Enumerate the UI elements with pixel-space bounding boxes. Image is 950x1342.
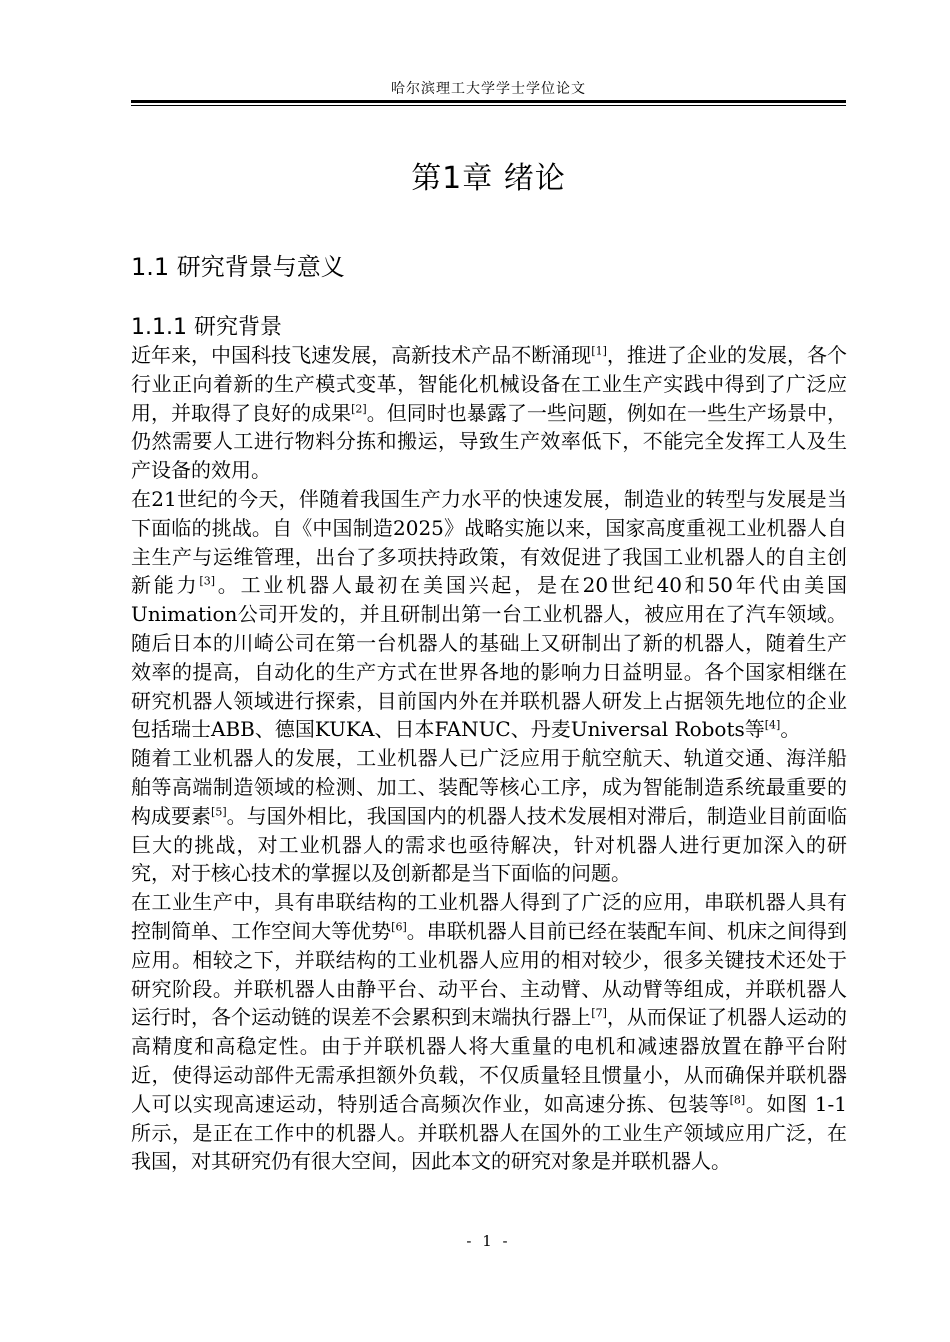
citation: [7] [591,1006,607,1020]
paragraph-2 [131,485,847,744]
paragraph-text: 。工业机器人最初在美国兴起，是在20世纪40和50年代由美国Unimation公司开发的，并且研制出第一台工业机器人，被应用在了汽车领域。随后日本的川崎公司在第一台机器人的基础上又研制出了新的机器人，随着生产效率的提高，自动化的生产方式在世界各地的影响力日益明显。各个国家相继在研究机器人领域进行探索，目前国内外在并联机器人研发上占据领先地位的企业包括瑞士ABB、德国KUKA、日本FANUC、丹麦Universal Robots等 [131,573,847,742]
paragraph-text: 。 [780,717,801,742]
paragraph-1 [131,341,847,485]
paragraph-text: 在工业生产中，具有串联结构的工业机器人得到了广泛的应用，串联机器人具有控制简单、工作空间大等优势 [131,890,847,943]
paragraph-text: 。与国外相比，我国国内的机器人技术发展相对滞后，制造业目前面临巨大的挑战，对工业机器人的需求也亟待解决，针对机器人进行更加深入的研究，对于核心技术的掌握以及创新都是当下面临的问题。 [131,803,847,886]
section-heading: 1.1 研究背景与意义 [131,253,345,281]
paragraph-text: 随着工业机器人的发展，工业机器人已广泛应用于航空航天、轨道交通、海洋船舶等高端制造领域的检测、加工、装配等核心工序，成为智能制造系统最重要的构成要素 [131,746,847,828]
paragraph-text: 近年来，中国科技飞速发展，高新技术产品不断涌现 [131,343,592,367]
paragraph-text: 。如图 1-1 所示，是正在工作中的机器人。并联机器人在国外的工业生产领域应用广泛，在我国，对其研究仍有很大空间，因此本文的研究对象是并联机器人。 [131,1091,847,1174]
chapter-title: 第1章 绪论 [411,161,566,196]
citation: [8] [729,1093,746,1107]
paragraph-4 [131,888,847,1176]
citation: [2] [351,401,367,415]
paragraph-text: ，推进了企业的发展，各个行业正向着新的生产模式变革，智能化机械设备在工业生产实践中得到了广泛应用，并取得了良好的成果 [131,343,848,425]
paragraph-text: 。但同时也暴露了一些问题，例如在一些生产场景中，仍然需要人工进行物料分拣和搬运，导致生产效率低下，不能完全发挥工人及生产设备的效用。 [131,400,848,483]
running-header: 哈尔滨理工大学学士学位论文 [391,81,586,97]
citation: [3] [199,574,215,588]
citation: [1] [591,344,607,358]
citation: [5] [211,805,227,819]
citation: [6] [391,920,407,934]
page-number: - 1 - [466,1232,511,1250]
header-rule-thin [131,105,846,106]
paragraph-text: 在21世纪的今天，伴随着我国生产力水平的快速发展，制造业的转型与发展是当下面临的挑战。自《中国制造2025》战略实施以来，国家高度重视工业机器人自主生产与运维管理，出台了多项扶持政策，有效促进了我国工业机器人的自主创新能力 [131,486,847,598]
body-text [131,341,847,1176]
paragraph-3 [131,744,847,888]
subsection-heading: 1.1.1 研究背景 [131,315,282,340]
paragraph-text: 。串联机器人目前已经在装配车间、机床之间得到应用。相较之下，并联结构的工业机器人应用的相对较少，很多关键技术还处于研究阶段。并联机器人由静平台、动平台、主动臂、从动臂等组成，并联机器人运行时，各个运动链的误差不会累积到末端执行器上 [131,918,848,1030]
paragraph-text: ，从而保证了机器人运动的高精度和高稳定性。由于并联机器人将大重量的电机和减速器放置在静平台附近，使得运动部件无需承担额外负载，不仅质量轻且惯量小，从而确保并联机器人可以实现高速运动，特别适合高频次作业，如高速分拣、包装等 [131,1005,848,1116]
header-rule-thick [131,100,846,103]
citation: [4] [764,718,781,732]
